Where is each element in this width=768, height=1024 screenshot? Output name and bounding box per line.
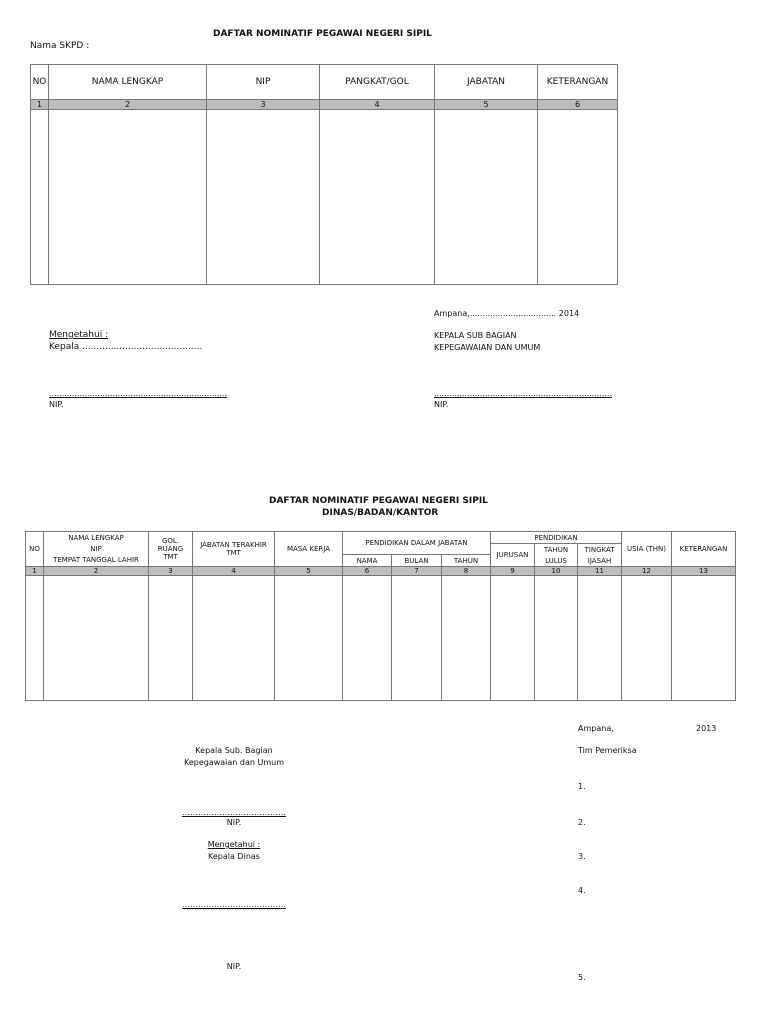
- header-nip-line: NIP: [90, 545, 102, 553]
- form1-table: [30, 64, 618, 285]
- header-jurusan: JURUSAN: [496, 551, 529, 559]
- place-date: Ampana,.................................. 2014: [434, 309, 580, 318]
- divider: [31, 109, 617, 110]
- nip-right: NIP.: [434, 400, 449, 409]
- header-nip: NIP: [255, 77, 271, 87]
- header-bulan: BULAN: [404, 556, 429, 565]
- column-number: 6: [574, 100, 581, 109]
- header-pendidikan: PENDIDIKAN: [534, 533, 578, 542]
- form1-title: DAFTAR NOMINATIF PEGAWAI NEGERI SIPIL: [213, 29, 432, 39]
- header-keterangan: KETERANGAN: [679, 545, 728, 553]
- header-tmt-line: TMT: [163, 553, 178, 561]
- form2-title: DAFTAR NOMINATIF PEGAWAI NEGERI SIPIL: [269, 496, 488, 506]
- tim-number-1: 1.: [578, 782, 586, 791]
- header-tahun-lulus-line1: TAHUN: [543, 545, 569, 554]
- header-ruang-line: RUANG: [157, 545, 184, 553]
- header-jabatan-terakhir: [193, 532, 274, 566]
- nip-left: NIP.: [49, 400, 64, 409]
- header-tahun-lulus-line2: LULUS: [545, 556, 567, 565]
- column-number: 1: [36, 100, 43, 109]
- header-gol-ruang: [149, 532, 192, 566]
- kepegawaian-title: KEPEGAWAIAN DAN UMUM: [434, 343, 541, 352]
- divider: [441, 554, 442, 700]
- kepala-sub-bagian-line2: Kepegawaian dan Umum: [183, 758, 285, 767]
- signature-line-1: …………………………………: [182, 808, 286, 817]
- column-number: 2: [93, 567, 99, 575]
- kepala-line: Kepala ..........................................: [49, 342, 203, 352]
- column-number: 4: [374, 100, 380, 109]
- kepala-sub-bagian-line1: Kepala Sub. Bagian: [195, 746, 273, 755]
- nip-2: NIP.: [226, 962, 242, 971]
- form2-subtitle: DINAS/BADAN/KANTOR: [322, 508, 439, 518]
- column-number: 9: [510, 567, 515, 575]
- tim-number-2: 2.: [578, 818, 586, 827]
- column-number: 5: [483, 100, 489, 109]
- year-label: 2013: [696, 724, 717, 733]
- tim-number-4: 4.: [578, 886, 586, 895]
- skpd-label: Nama SKPD :: [30, 41, 90, 51]
- column-number: 5: [306, 567, 311, 575]
- mengetahui-label: Mengetahui :: [49, 330, 109, 340]
- header-jabatan: JABATAN: [467, 77, 505, 87]
- column-number: 6: [364, 567, 370, 575]
- header-pendidikan-dalam-jabatan: PENDIDIKAN DALAM JABATAN: [365, 539, 468, 547]
- header-tingkat-line1: TINGKAT: [584, 545, 615, 554]
- nip-1: NIP.: [226, 818, 242, 827]
- header-jabatan-tmt-line: TMT: [226, 549, 241, 557]
- kepala-sub-bagian-title: KEPALA SUB BAGIAN: [434, 331, 517, 340]
- column-number: 4: [231, 567, 236, 575]
- signature-line-2: …………………………………: [182, 900, 286, 909]
- header-nama-line: NAMA LENGKAP: [68, 534, 124, 542]
- header-nama-lengkap: NAMA LENGKAP: [91, 77, 164, 87]
- header-nama: NAMA: [356, 556, 378, 565]
- header-nama-lengkap: [44, 532, 148, 566]
- header-keterangan: KETERANGAN: [546, 77, 609, 87]
- tim-pemeriksa-label: Tim Pemeriksa: [578, 746, 637, 755]
- header-masa-kerja: MASA KERJA: [286, 545, 331, 553]
- header-tingkat-ijasah: [578, 544, 621, 566]
- tim-number-3: 3.: [578, 852, 586, 861]
- column-number: 3: [260, 100, 266, 109]
- signature-line-right: ......................................................................: [434, 389, 613, 398]
- header-pangkat-gol: PANGKAT/GOL: [345, 77, 409, 87]
- header-tahun: TAHUN: [453, 556, 479, 565]
- header-gol-line: GOL.: [161, 537, 180, 545]
- header-no: NO: [29, 545, 40, 553]
- column-number: 12: [642, 567, 651, 575]
- column-number: 10: [551, 567, 561, 575]
- column-number: 3: [168, 567, 173, 575]
- divider: [26, 575, 735, 576]
- column-number: 1: [32, 567, 37, 575]
- column-number: 11: [595, 567, 604, 575]
- divider: [391, 554, 392, 700]
- signature-line-left: ......................................................................: [49, 389, 228, 398]
- tim-number-5: 5.: [578, 973, 586, 982]
- header-ttl-line: TEMPAT TANGGAL LAHIR: [53, 556, 139, 564]
- header-no: NO: [32, 77, 47, 87]
- header-tahun-lulus: [535, 544, 577, 566]
- header-tingkat-line2: IJASAH: [587, 556, 612, 565]
- column-number: 13: [699, 567, 708, 575]
- column-number: 8: [463, 567, 469, 575]
- header-usia: USIA (THN): [627, 545, 666, 553]
- place-label: Ampana,: [578, 724, 614, 733]
- kepala-dinas-label: Kepala Dinas: [208, 852, 260, 861]
- column-number: 7: [414, 567, 419, 575]
- header-jabatan-line: JABATAN TERAKHIR: [200, 541, 267, 549]
- form2-table: [25, 531, 736, 701]
- column-number: 2: [124, 100, 131, 109]
- mengetahui-label-2: Mengetahui :: [207, 840, 261, 849]
